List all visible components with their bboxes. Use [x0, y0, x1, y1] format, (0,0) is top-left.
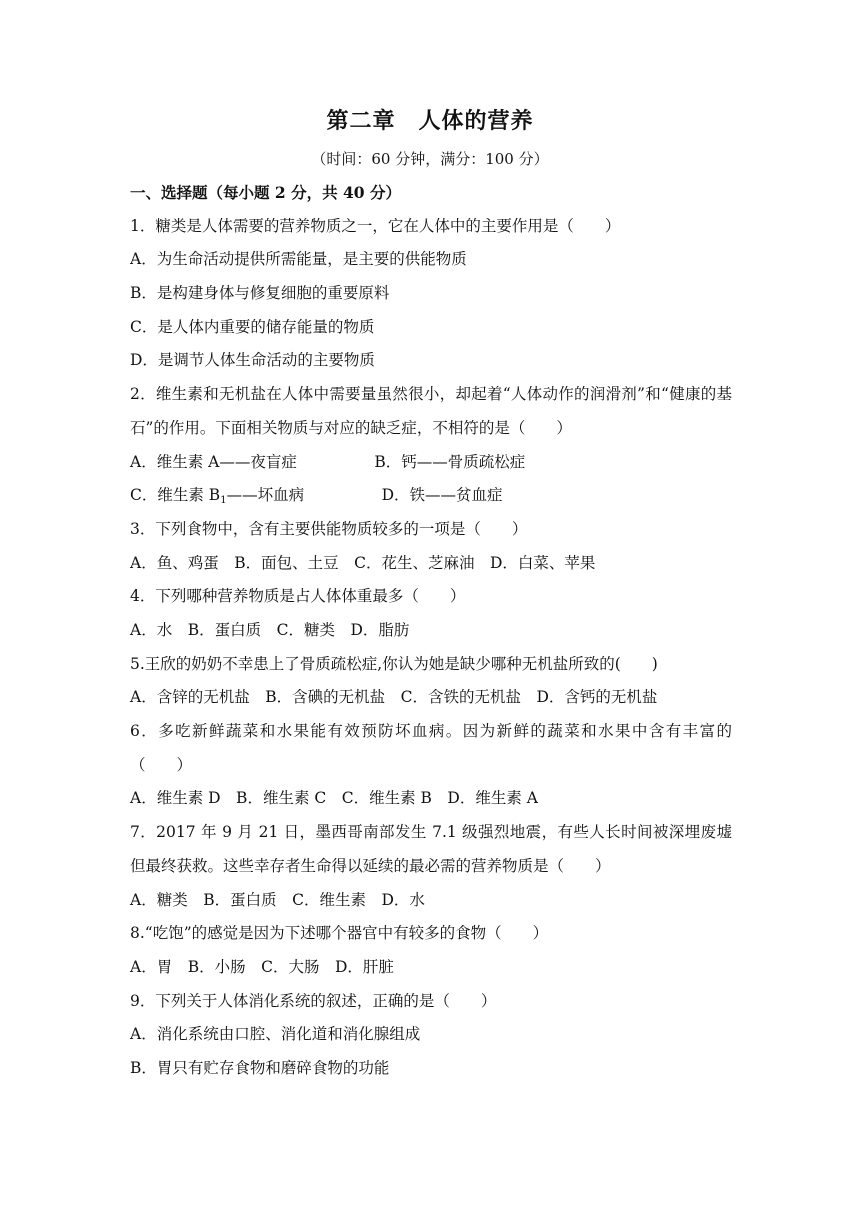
- option-b: B．是构建身体与修复细胞的重要原料: [130, 284, 390, 303]
- question-7: [130, 816, 732, 917]
- option-c-suffix: ——坏血病 D．铁——贫血症: [226, 486, 503, 505]
- option-a: A．为生命活动提供所需能量，是主要的供能物质: [130, 250, 467, 269]
- question-3: [130, 513, 732, 580]
- question-stem: 8.“吃饱”的感觉是因为下述哪个器官中有较多的食物（ ）: [130, 924, 549, 943]
- options-row: A．糖类 B．蛋白质 C．维生素 D．水: [130, 890, 425, 909]
- question-stem: 6．多吃新鲜蔬菜和水果能有效预防坏血病。因为新鲜的蔬菜和水果中含有丰富的（ ）: [130, 722, 732, 774]
- options-row: A．鱼、鸡蛋 B．面包、土豆 C．花生、芝麻油 D．白菜、苹果: [130, 553, 596, 572]
- option-c-prefix: C．维生素 B: [130, 486, 221, 505]
- question-2: [130, 378, 732, 513]
- question-stem: 4．下列哪种营养物质是占人体体重最多（ ）: [130, 587, 466, 606]
- subscript: 1: [220, 495, 227, 507]
- option-d: D．是调节人体生命活动的主要物质: [130, 351, 375, 370]
- question-6: [130, 715, 732, 816]
- question-stem: 5.王欣的奶奶不幸患上了骨质疏松症,你认为她是缺少哪种无机盐所致的( ): [130, 654, 658, 673]
- question-stem: 7．2017 年 9 月 21 日，墨西哥南部发生 7.1 级强烈地震，有些人长时间被深埋废墟但最终获救。这些幸存者生命得以延续的最必需的营养物质是（ ）: [130, 823, 732, 875]
- question-stem: 3．下列食物中，含有主要供能物质较多的一项是（ ）: [130, 519, 528, 538]
- option-b: B．胃只有贮存食物和磨碎食物的功能: [130, 1058, 390, 1077]
- question-8: [130, 917, 732, 984]
- section-heading: 一、选择题（每小题 2 分，共 40 分）: [130, 183, 401, 202]
- options-row: A．含锌的无机盐 B．含碘的无机盐 C．含铁的无机盐 D．含钙的无机盐: [130, 688, 658, 707]
- question-stem: 2．维生素和无机盐在人体中需要量虽然很小，却起着“人体动作的润滑剂”和“健康的基石”的作用。下面相关物质与对应的缺乏症，不相符的是（ ）: [130, 385, 732, 437]
- options-row-2: [130, 479, 732, 513]
- options-row: A．水 B．蛋白质 C．糖类 D．脂肪: [130, 620, 410, 639]
- exam-content: [130, 176, 732, 1086]
- question-1: [130, 210, 732, 378]
- option-c: C．是人体内重要的储存能量的物质: [130, 317, 375, 336]
- option-a: A．消化系统由口腔、消化道和消化腺组成: [130, 1025, 421, 1044]
- exam-info: （时间：60 分钟，满分：100 分）: [311, 150, 549, 168]
- question-stem: 9．下列关于人体消化系统的叙述，正确的是（ ）: [130, 991, 497, 1010]
- page-title: 第二章 人体的营养: [326, 108, 534, 134]
- question-9: [130, 985, 732, 1086]
- options-row: A．维生素 D B．维生素 C C．维生素 B D．维生素 A: [130, 789, 538, 808]
- question-stem: 1．糖类是人体需要的营养物质之一，它在人体中的主要作用是（ ）: [130, 216, 621, 235]
- options-row: A．胃 B．小肠 C．大肠 D．肝脏: [130, 957, 394, 976]
- options-row-1: A．维生素 A——夜盲症 B．钙——骨质疏松症: [130, 452, 526, 471]
- question-4: [130, 580, 732, 647]
- question-5: [130, 648, 732, 715]
